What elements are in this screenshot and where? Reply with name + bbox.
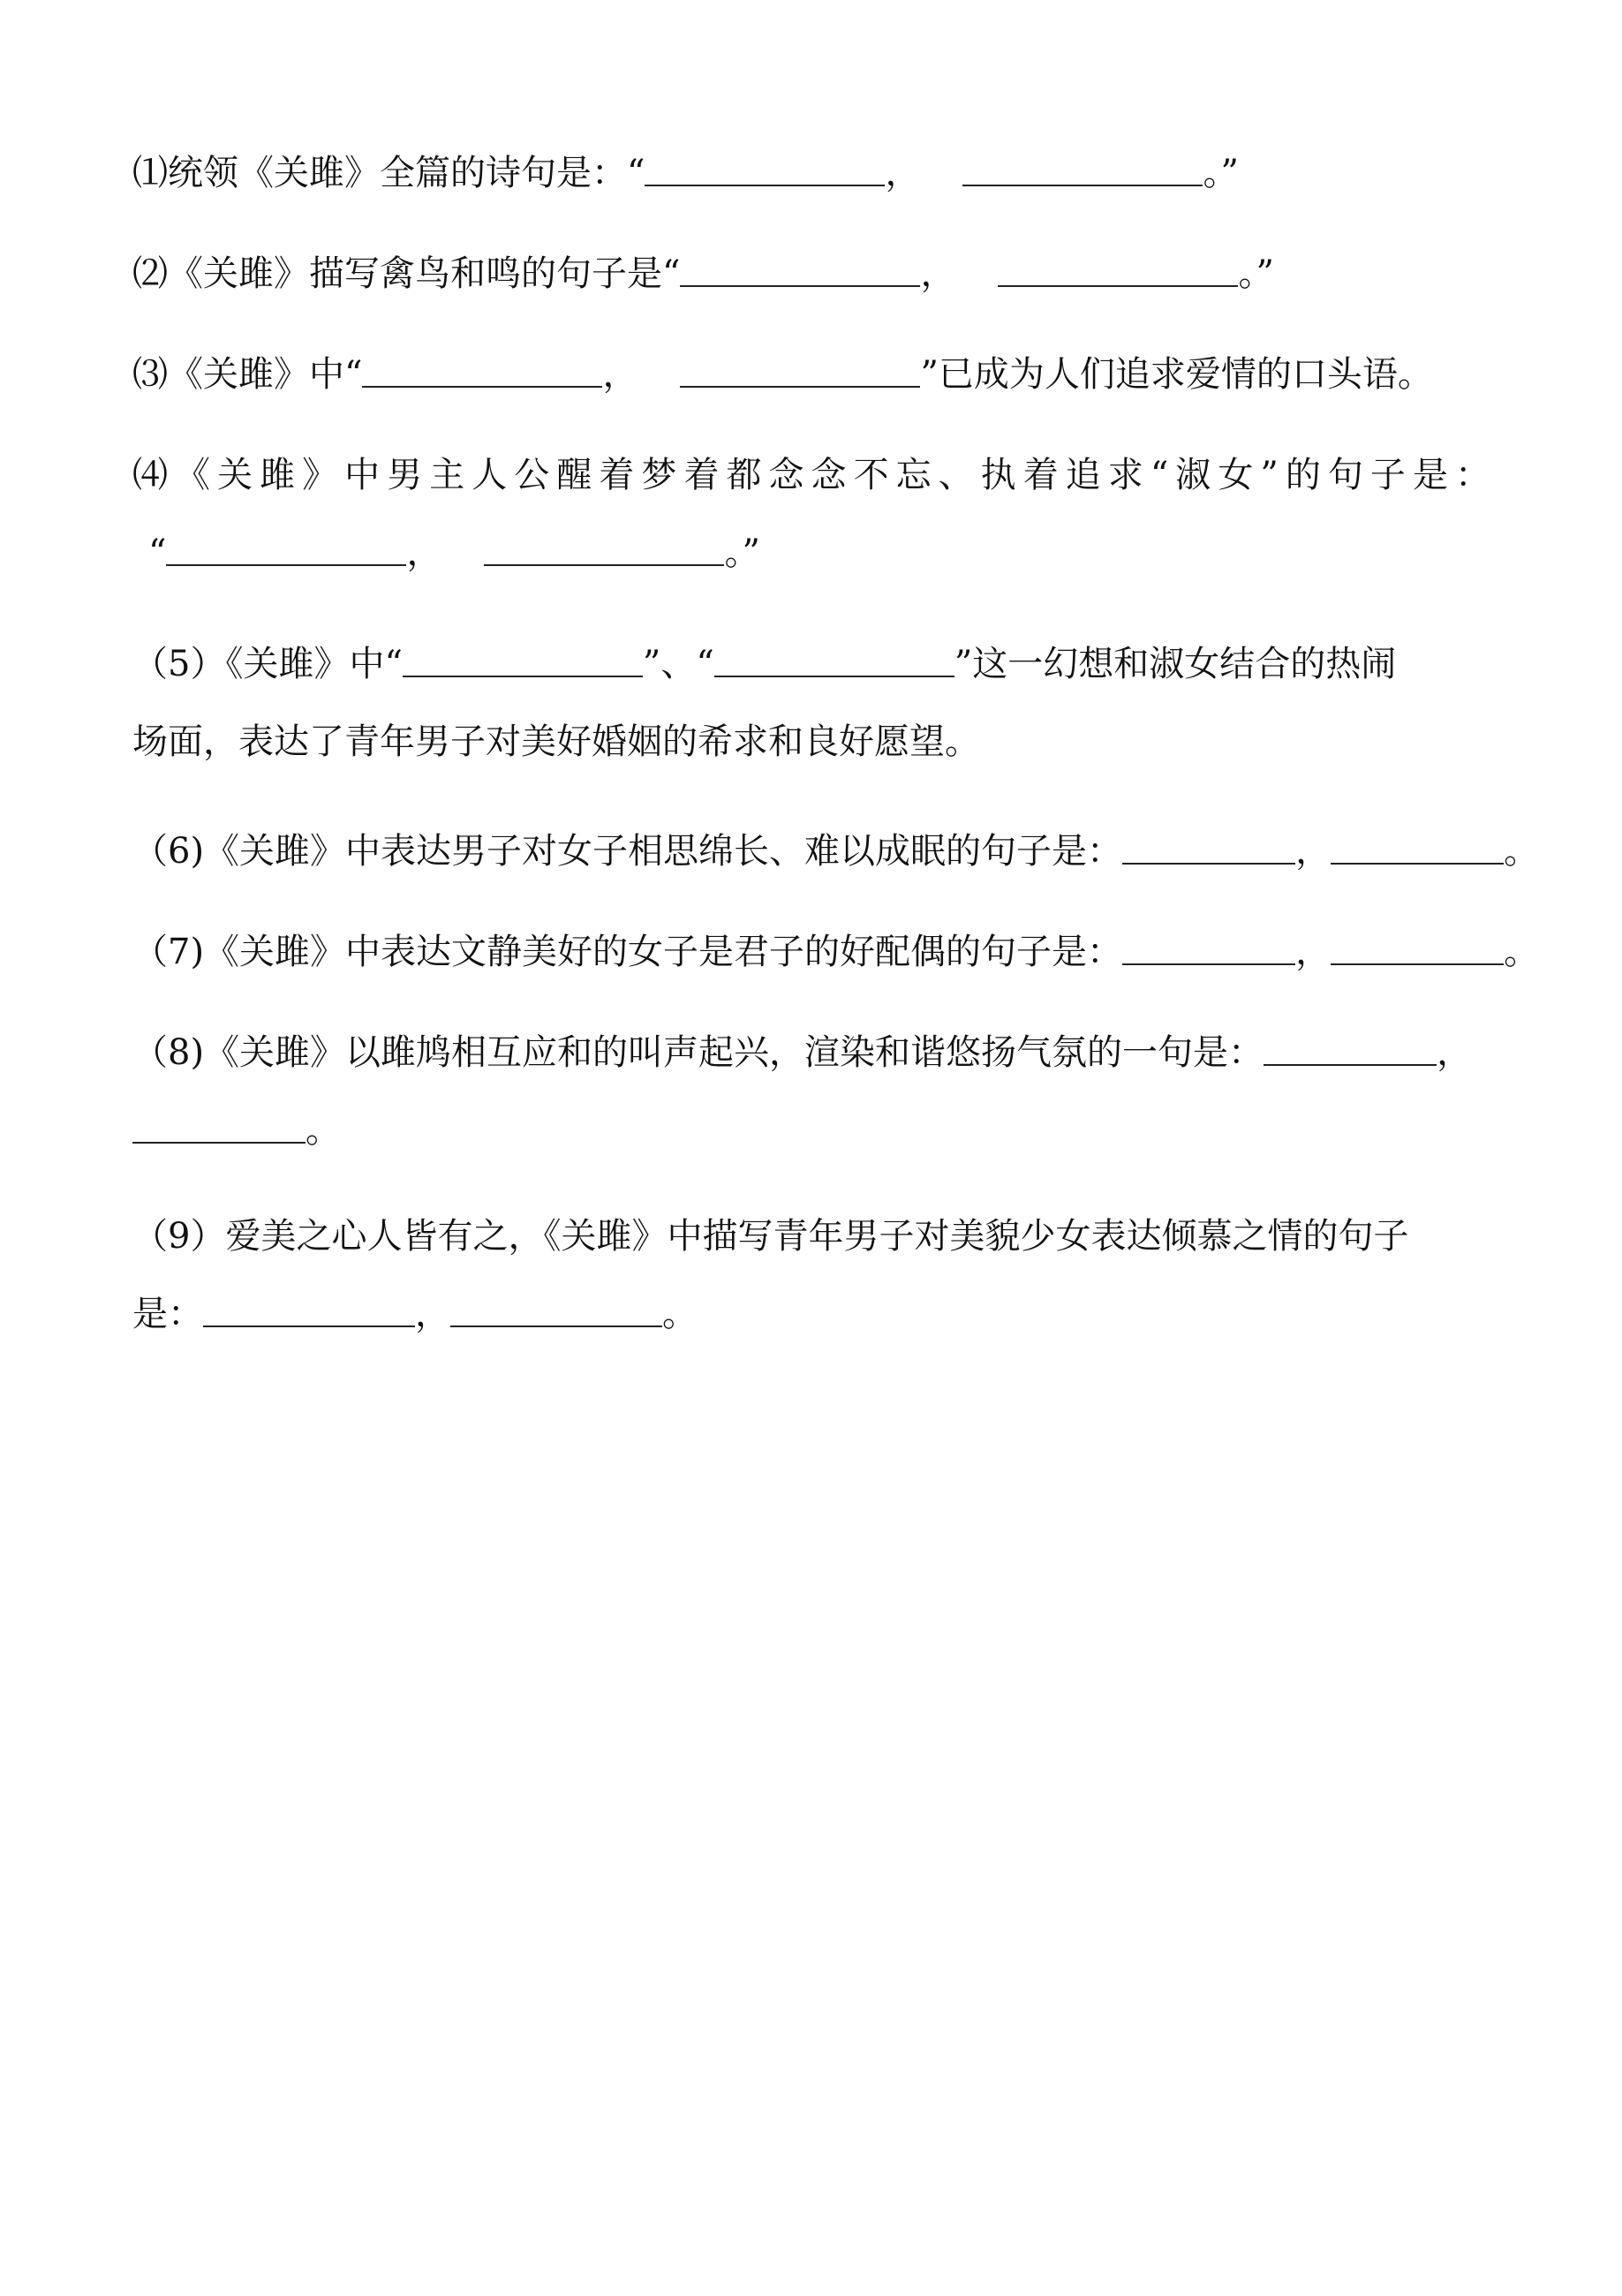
question-8-text: （8)《关雎》以雎鸠相互应和的叫声起兴，渲染和谐悠扬气氛的一句是：	[132, 1032, 1264, 1073]
question-2	[132, 235, 1510, 313]
answer-blank[interactable]	[484, 534, 724, 566]
question-8-comma: ，	[1437, 1032, 1473, 1073]
question-5-separator: ”、“	[642, 644, 714, 684]
answer-blank[interactable]	[1122, 833, 1295, 865]
answer-blank[interactable]	[680, 255, 920, 287]
answer-blank[interactable]	[450, 1295, 662, 1327]
question-3	[132, 336, 1510, 413]
answer-blank[interactable]	[132, 1112, 306, 1144]
question-9	[132, 1197, 1510, 1353]
question-2-end: 。”	[1238, 253, 1274, 294]
answer-blank[interactable]	[1122, 933, 1295, 965]
question-5-text-tail: ”这一幻想和淑女结合的热闹	[954, 644, 1397, 684]
question-3-text: ⑶《关雎》中“	[132, 354, 363, 395]
question-9-end: 。	[662, 1294, 698, 1334]
question-4-end: 。”	[724, 532, 760, 573]
question-8-end: 。	[306, 1110, 341, 1151]
question-1-end: 。”	[1203, 153, 1239, 193]
answer-blank[interactable]	[680, 356, 920, 388]
question-5	[132, 625, 1510, 781]
question-4-open-quote: “	[148, 532, 167, 573]
question-9-comma: ，	[415, 1294, 450, 1334]
question-6-comma: ，	[1295, 831, 1332, 872]
question-4	[132, 436, 1510, 592]
question-6-text: （6)《关雎》中表达男子对女子相思绵长、难以成眠的句子是：	[132, 831, 1123, 872]
answer-blank[interactable]	[1331, 833, 1504, 865]
question-7-end: 。	[1504, 932, 1540, 972]
answer-blank[interactable]	[645, 155, 885, 186]
question-3-comma: ，	[602, 354, 638, 395]
question-4-comma: ，	[406, 532, 442, 573]
question-5-text-line2: 场面，表达了青年男子对美好婚姻的希求和良好愿望。	[132, 721, 980, 762]
question-7	[132, 913, 1540, 991]
question-7-comma: ，	[1295, 932, 1332, 972]
question-1	[132, 134, 1510, 212]
answer-blank[interactable]	[1331, 933, 1504, 965]
answer-blank[interactable]	[962, 155, 1203, 186]
answer-blank[interactable]	[203, 1295, 415, 1327]
answer-blank[interactable]	[714, 646, 954, 677]
question-1-comma: ，	[885, 153, 921, 193]
question-4-text: ⑷《关雎》中男主人公醒着梦着都念念不忘、执着追求“淑女”的句子是：	[132, 455, 1490, 495]
question-6	[132, 812, 1540, 890]
question-3-end: ”已成为人们追求爱情的口头语。	[920, 354, 1433, 395]
question-9-text-line2: 是：	[132, 1294, 203, 1334]
question-2-comma: ，	[920, 253, 956, 294]
answer-blank[interactable]	[998, 255, 1238, 287]
question-9-text: （9）爱美之心人皆有之，《关雎》中描写青年男子对美貌少女表达倾慕之情的句子	[132, 1216, 1409, 1257]
answer-blank[interactable]	[166, 534, 406, 566]
question-8	[132, 1014, 1510, 1169]
question-2-text: ⑵《关雎》描写禽鸟和鸣的句子是“	[132, 253, 681, 294]
answer-blank[interactable]	[403, 646, 643, 677]
answer-blank[interactable]	[1264, 1034, 1437, 1066]
question-1-text: ⑴统领《关雎》全篇的诗句是：“	[132, 153, 645, 193]
question-7-text: （7)《关雎》中表达文静美好的女子是君子的好配偶的句子是：	[132, 932, 1123, 972]
question-6-end: 。	[1504, 831, 1540, 872]
question-5-text: （5）《关雎》中“	[132, 644, 403, 684]
answer-blank[interactable]	[362, 356, 602, 388]
